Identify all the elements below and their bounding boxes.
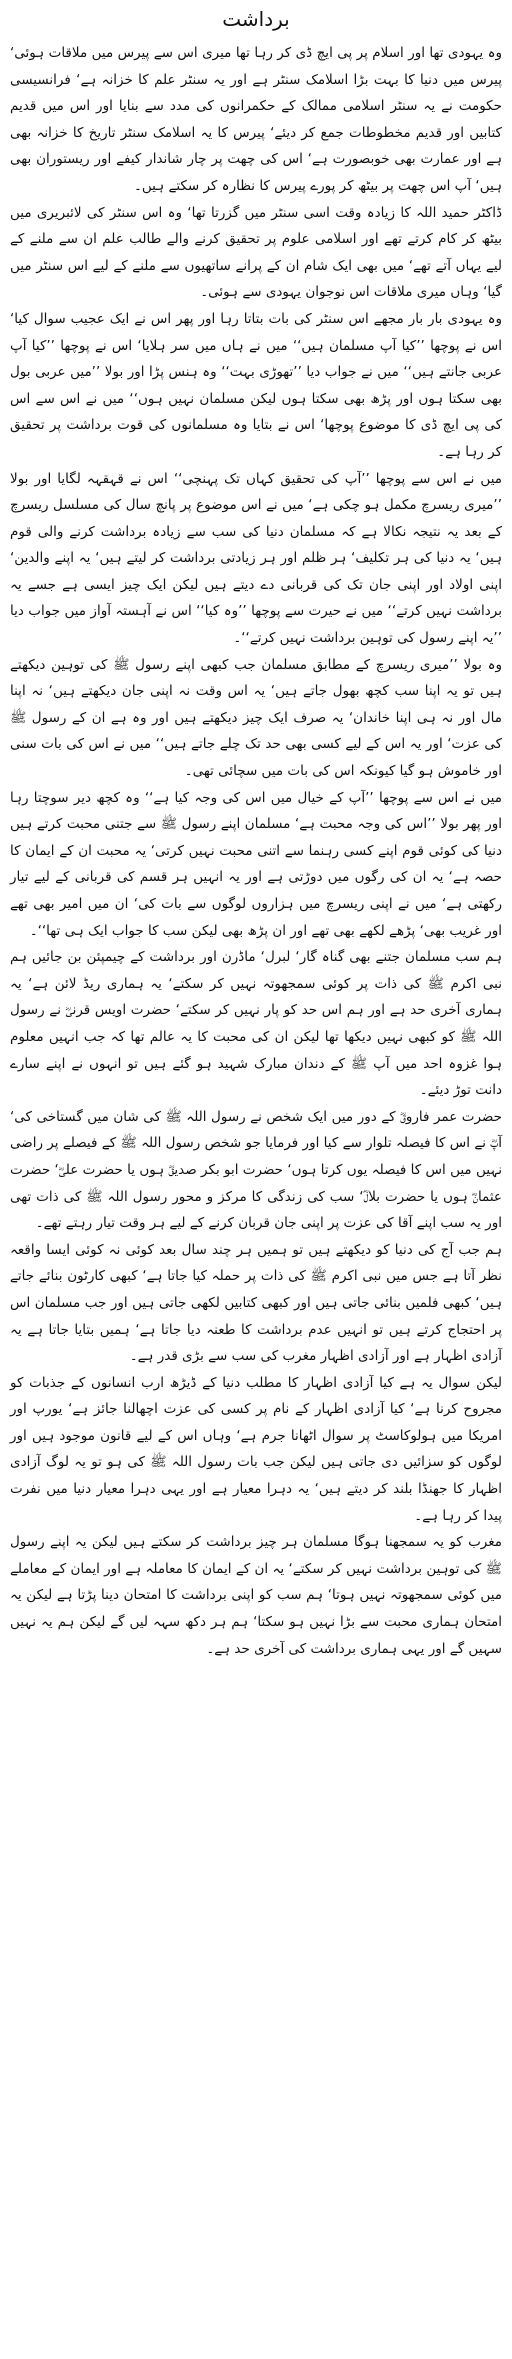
paragraph: وہ یہودی تھا اور اسلام پر پی ایچ ڈی کر رہا تھا میری اس سے پیرس میں ملاقات ہوئی‘ پیرس میں دنیا کا بہت بڑا اسلامک سنٹر ہے اور یہ سنٹر علم کا خزانہ ہے‘ فرانسیسی حکومت نے یہ سنٹر اسلامی ممالک کے حکمرانوں کی مدد سے بنایا اور اس میں قدیم کتابیں اور قدیم مخطوطات جمع کر دیئے‘ پیرس کا یہ اسلامک سنٹر تاریخ کا خزانہ بھی ہے اور عمارت بھی خوبصورت ہے‘ اس کی چھت پر چار شاندار کیفے اور ریستوران بھی ہیں‘ آپ اس چھت پر بیٹھ کر پورے پیرس کا نظارہ کر سکتے ہیں۔ <box>10 45 502 194</box>
page-title: برداشت <box>222 7 290 31</box>
paragraph: وہ یہودی بار بار مجھے اس سنٹر کی بات بتاتا رہا اور پھر اس نے ایک عجیب سوال کیا‘ اس نے پوچھا ’’کیا آپ مسلمان ہیں‘‘ میں نے ہاں میں سر ہلایا‘ اس نے پوچھا ’’کیا آپ عربی جانتے ہیں‘‘ میں نے جواب دیا ’’تھوڑی بہت‘‘ وہ ہنس پڑا اور بولا ’’میں عربی بول بھی سکتا ہوں اور پڑھ بھی سکتا ہوں لیکن مسلمان نہیں ہوں‘‘ میں نے اس سے اس کی پی ایچ ڈی کا موضوع پوچھا‘ اس نے بتایا وہ مسلمانوں کی قوت برداشت پر تحقیق کر رہا ہے۔ <box>10 310 502 460</box>
paragraph: لیکن سوال یہ ہے کیا آزادی اظہار کا مطلب دنیا کے ڈیڑھ ارب انسانوں کے جذبات کو مجروح کرنا ہے‘ کیا آزادی اظہار کے نام پر کسی کی عزت اچھالنا جائز ہے‘ یورپ اور امریکا میں ہولوکاسٹ پر سوال اٹھانا جرم ہے‘ وہاں اس کے لیے قانون موجود ہیں اور لوگوں کو سزائیں دی جاتی ہیں لیکن جب بات رسول اللہ ﷺ کی ہو تو یہ لوگ آزادی اظہار کا جھنڈا بلند کر دیتے ہیں‘ یہ دہرا معیار ہے اور یہی دہرا معیار دنیا میں نفرت پیدا کر رہا ہے۔ <box>10 1374 502 1524</box>
article-body <box>10 40 502 1662</box>
paragraph: مغرب کو یہ سمجھنا ہوگا مسلمان ہر چیز برداشت کر سکتے ہیں لیکن یہ اپنے رسول ﷺ کی توہین برداشت نہیں کر سکتے‘ یہ ان کے ایمان کا معاملہ ہے اور ایمان کے معاملے میں کوئی سمجھوتہ نہیں ہوتا‘ ہم سب کو اپنی برداشت کا امتحان دینا پڑتا ہے لیکن یہ امتحان ہماری محبت سے بڑا نہیں ہو سکتا‘ ہم ہر دکھ سہہ لیں گے لیکن ہم یہ نہیں سہیں گے اور یہی ہماری برداشت کی آخری حد ہے۔ <box>10 1534 502 1657</box>
paragraph: وہ بولا ’’میری ریسرچ کے مطابق مسلمان جب کبھی اپنے رسول ﷺ کی توہین دیکھتے ہیں تو یہ اپنا سب کچھ بھول جاتے ہیں‘ یہ اس وقت نہ اپنی جان دیکھتے ہیں‘ نہ اپنا مال اور نہ ہی اپنا خاندان‘ یہ صرف ایک چیز دیکھتے ہیں اور وہ ہے ان کے رسول ﷺ کی عزت‘ اور یہ اس کے لیے کسی بھی حد تک چلے جاتے ہیں‘‘ میں نے اس کی بات سنی اور خاموش ہو گیا کیونکہ اس کی بات میں سچائی تھی۔ <box>10 656 502 780</box>
paragraph: ہم جب آج کی دنیا کو دیکھتے ہیں تو ہمیں ہر چند سال بعد کوئی نہ کوئی ایسا واقعہ نظر آتا ہے جس میں نبی اکرم ﷺ کی ذات پر حملہ کیا جاتا ہے‘ کبھی کارٹون بنائے جاتے ہیں‘ کبھی فلمیں بنائی جاتی ہیں اور کبھی کتابیں لکھی جاتی ہیں اور جب مسلمان اس پر احتجاج کرتے ہیں تو انہیں عدم برداشت کا طعنہ دیا جاتا ہے‘ ہمیں بتایا جاتا ہے یہ آزادی اظہار ہے اور آزادی اظہار مغرب کی سب سے بڑی قدر ہے۔ <box>10 1241 502 1365</box>
paragraph: میں نے اس سے پوچھا ’’آپ کے خیال میں اس کی وجہ کیا ہے‘‘ وہ کچھ دیر سوچتا رہا اور پھر بولا ’’اس کی وجہ محبت ہے‘ مسلمان اپنے رسول ﷺ سے جتنی محبت کرتے ہیں دنیا کی کوئی قوم اپنے کسی رہنما سے اتنی محبت نہیں کرتی‘ یہ محبت ان کے ایمان کا حصہ ہے‘ یہ ان کی رگوں میں دوڑتی ہے اور یہ انہیں ہر قسم کی قربانی کے لیے تیار رکھتی ہے‘ میں نے اپنی ریسرچ میں ہزاروں لوگوں سے بات کی‘ ان میں امیر بھی تھے اور غریب بھی‘ پڑھے لکھے بھی تھے اور ان پڑھ بھی لیکن سب کا جواب ایک ہی تھا‘‘۔ <box>10 789 502 939</box>
paragraph: حضرت عمر فاروقؓ کے دور میں ایک شخص نے رسول اللہ ﷺ کی شان میں گستاخی کی‘ آپؓ نے اس کا فیصلہ تلوار سے کیا اور فرمایا جو شخص رسول اللہ ﷺ کے فیصلے پر راضی نہیں میں اس کا فیصلہ یوں کرتا ہوں‘ حضرت ابو بکر صدیقؓ ہوں یا حضرت علیؓ‘ حضرت عثمانؓ ہوں یا حضرت بلالؓ‘ سب کی زندگی کا مرکز و محور رسول اللہ ﷺ کی ذات تھی اور یہ سب اپنے آقا کی عزت پر اپنی جان قربان کرنے کے لیے ہر وقت تیار رہتے تھے۔ <box>10 1108 502 1232</box>
paragraph: ڈاکٹر حمید اللہ کا زیادہ وقت اسی سنٹر میں گزرتا تھا‘ وہ اس سنٹر کی لائبریری میں بیٹھ کر کام کرتے تھے اور اسلامی علوم پر تحقیق کرنے والے طالب علم ان سے ملنے کے لیے یہاں آتے تھے‘ میں بھی ایک شام ان کے پرانے ساتھیوں سے ملنے کے لیے اس سنٹر میں گیا‘ وہاں میری ملاقات اس نوجوان یہودی سے ہوئی۔ <box>10 204 502 301</box>
paragraph: میں نے اس سے پوچھا ’’آپ کی تحقیق کہاں تک پہنچی‘‘ اس نے قہقہہ لگایا اور بولا ’’میری ریسرچ مکمل ہو چکی ہے‘ میں نے اس موضوع پر پانچ سال کی مسلسل ریسرچ کے بعد یہ نتیجہ نکالا ہے کہ مسلمان دنیا کی سب سے زیادہ برداشت کرنے والی قوم ہیں‘ یہ دنیا کی ہر تکلیف‘ ہر ظلم اور ہر زیادتی برداشت کر لیتے ہیں‘ یہ اپنے والدین‘ اپنی اولاد اور اپنی جان تک کی قربانی دے دیتے ہیں لیکن ایک چیز ایسی ہے جسے یہ برداشت نہیں کرتے‘‘ میں نے حیرت سے پوچھا ’’وہ کیا‘‘ اس نے آہستہ آواز میں جواب دیا ’’یہ اپنے رسول کی توہین برداشت نہیں کرتے‘‘۔ <box>10 470 502 647</box>
paragraph: ہم سب مسلمان جتنے بھی گناہ گار‘ لبرل‘ ماڈرن اور برداشت کے چیمپئن بن جائیں ہم نبی اکرم ﷺ کی ذات پر کوئی سمجھوتہ نہیں کر سکتے‘ یہ ہماری ریڈ لائن ہے‘ یہ ہماری آخری حد ہے اور ہم اس حد کو پار نہیں کر سکتے‘ حضرت اویس قرنیؓ نے رسول اللہ ﷺ کو کبھی نہیں دیکھا تھا لیکن ان کی محبت کا یہ عالم تھا کہ جب انہیں معلوم ہوا غزوہ احد میں آپ ﷺ کے دندان مبارک شہید ہو گئے ہیں تو انہوں نے اپنے سارے دانت توڑ دیئے۔ <box>10 949 502 1099</box>
